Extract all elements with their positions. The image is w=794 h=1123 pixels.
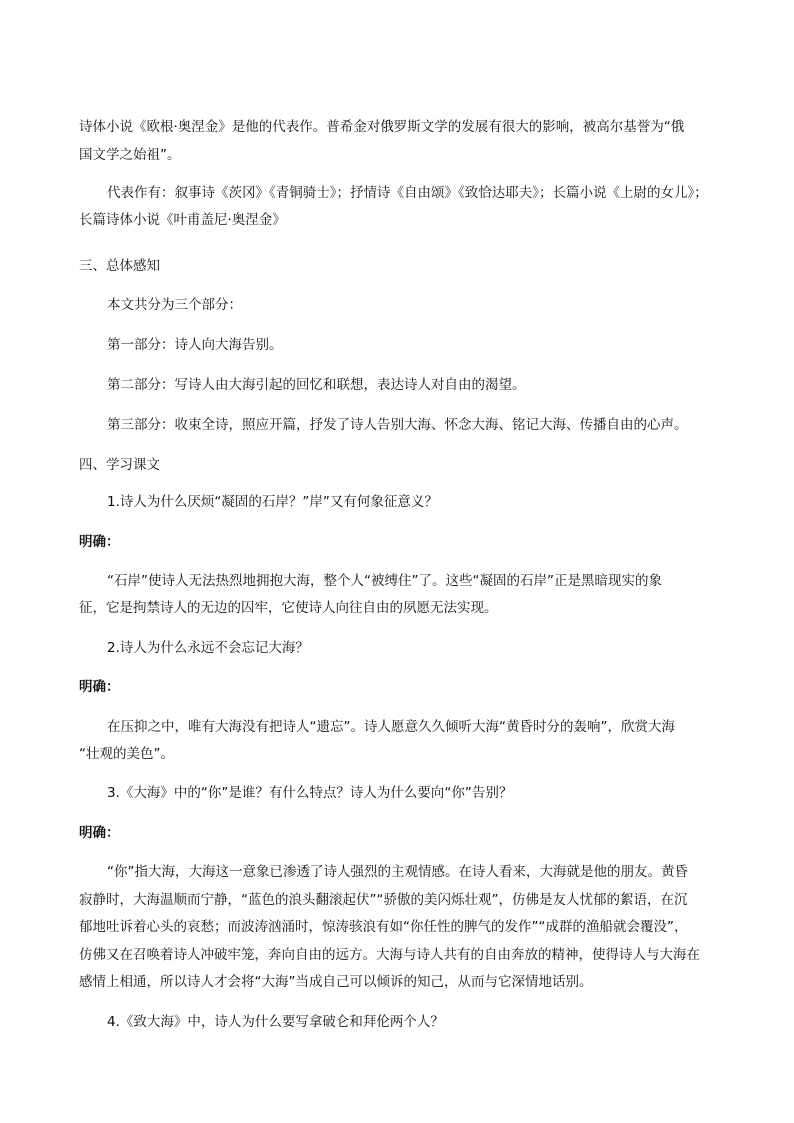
text-line: 感情上相通，所以诗人才会将“大海”当成自己可以倾诉的知己，从而与它深情地话别。 [79,974,593,990]
text-line: 郁地吐诉着心头的哀愁；而波涛汹涌时，惊涛骇浪有如“你任性的脾气的发作”“成群的渔船就会覆没”， [79,919,688,935]
text-line: 第一部分：诗人向大海告别。 [107,337,283,353]
text-line: “你”指大海，大海这一意象已渗透了诗人强烈的主观情感。在诗人看来，大海就是他的朋友。黄昏 [107,864,688,880]
text-line: “壮观的美色”。 [79,746,174,762]
text-line: 本文共分为三个部分： [107,297,242,313]
text-line: 国文学之始祖”。 [79,147,181,163]
text-line: “石岸”使诗人无法热烈地拥抱大海，整个人“被缚住”了。这些“凝固的石岸”正是黑暗现实的象 [107,573,662,589]
answer-label: 明确： [79,825,120,841]
text-line: 征，它是拘禁诗人的无边的囚牢，它使诗人向往自由的夙愿无法实现。 [79,600,498,616]
text-line: 四、学习课文 [79,457,160,473]
text-line: 长篇诗体小说《叶甫盖尼·奥涅金》 [79,212,286,228]
answer-label: 明确： [79,534,120,550]
text-line: 代表作有：叙事诗《茨冈》《青铜骑士》；抒情诗《自由颂》《致恰达耶夫》；长篇小说《上尉的女儿》； [107,185,708,201]
text-line: 3.《大海》中的“你”是谁？有什么特点？诗人为什么要向“你”告别？ [107,785,513,801]
text-line: 三、总体感知 [79,258,160,274]
text-line: 4.《致大海》中，诗人为什么要写拿破仑和拜伦两个人？ [107,1014,444,1030]
text-line: 1.诗人为什么厌烦“凝固的石岸？”岸”又有何象征意义？ [107,494,438,510]
answer-label: 明确： [79,679,120,695]
text-line: 第二部分：写诗人由大海引起的回忆和联想，表达诗人对自由的渴望。 [107,377,526,393]
text-line: 仿佛又在召唤着诗人冲破牢笼，奔向自由的远方。大海与诗人共有的自由奔放的精神，使得诗人与大海在 [79,947,700,963]
text-line: 寂静时，大海温顺而宁静，“蓝色的浪头翻滚起伏”“骄傲的美闪烁壮观”，仿佛是友人忧郁的絮语，在沉 [79,892,688,908]
text-line: 2.诗人为什么永远不会忘记大海？ [107,640,309,656]
text-line: 在压抑之中，唯有大海没有把诗人“遗忘”。诗人愿意久久倾听大海“黄昏时分的轰响”，欣赏大海 [107,719,675,735]
text-line: 第三部分：收束全诗，照应开篇，抒发了诗人告别大海、怀念大海、铭记大海、传播自由的心声。 [107,417,688,433]
text-line: 诗体小说《欧根·奥涅金》是他的代表作。普希金对俄罗斯文学的发展有很大的影响，被高尔基誉为“俄 [79,119,685,135]
